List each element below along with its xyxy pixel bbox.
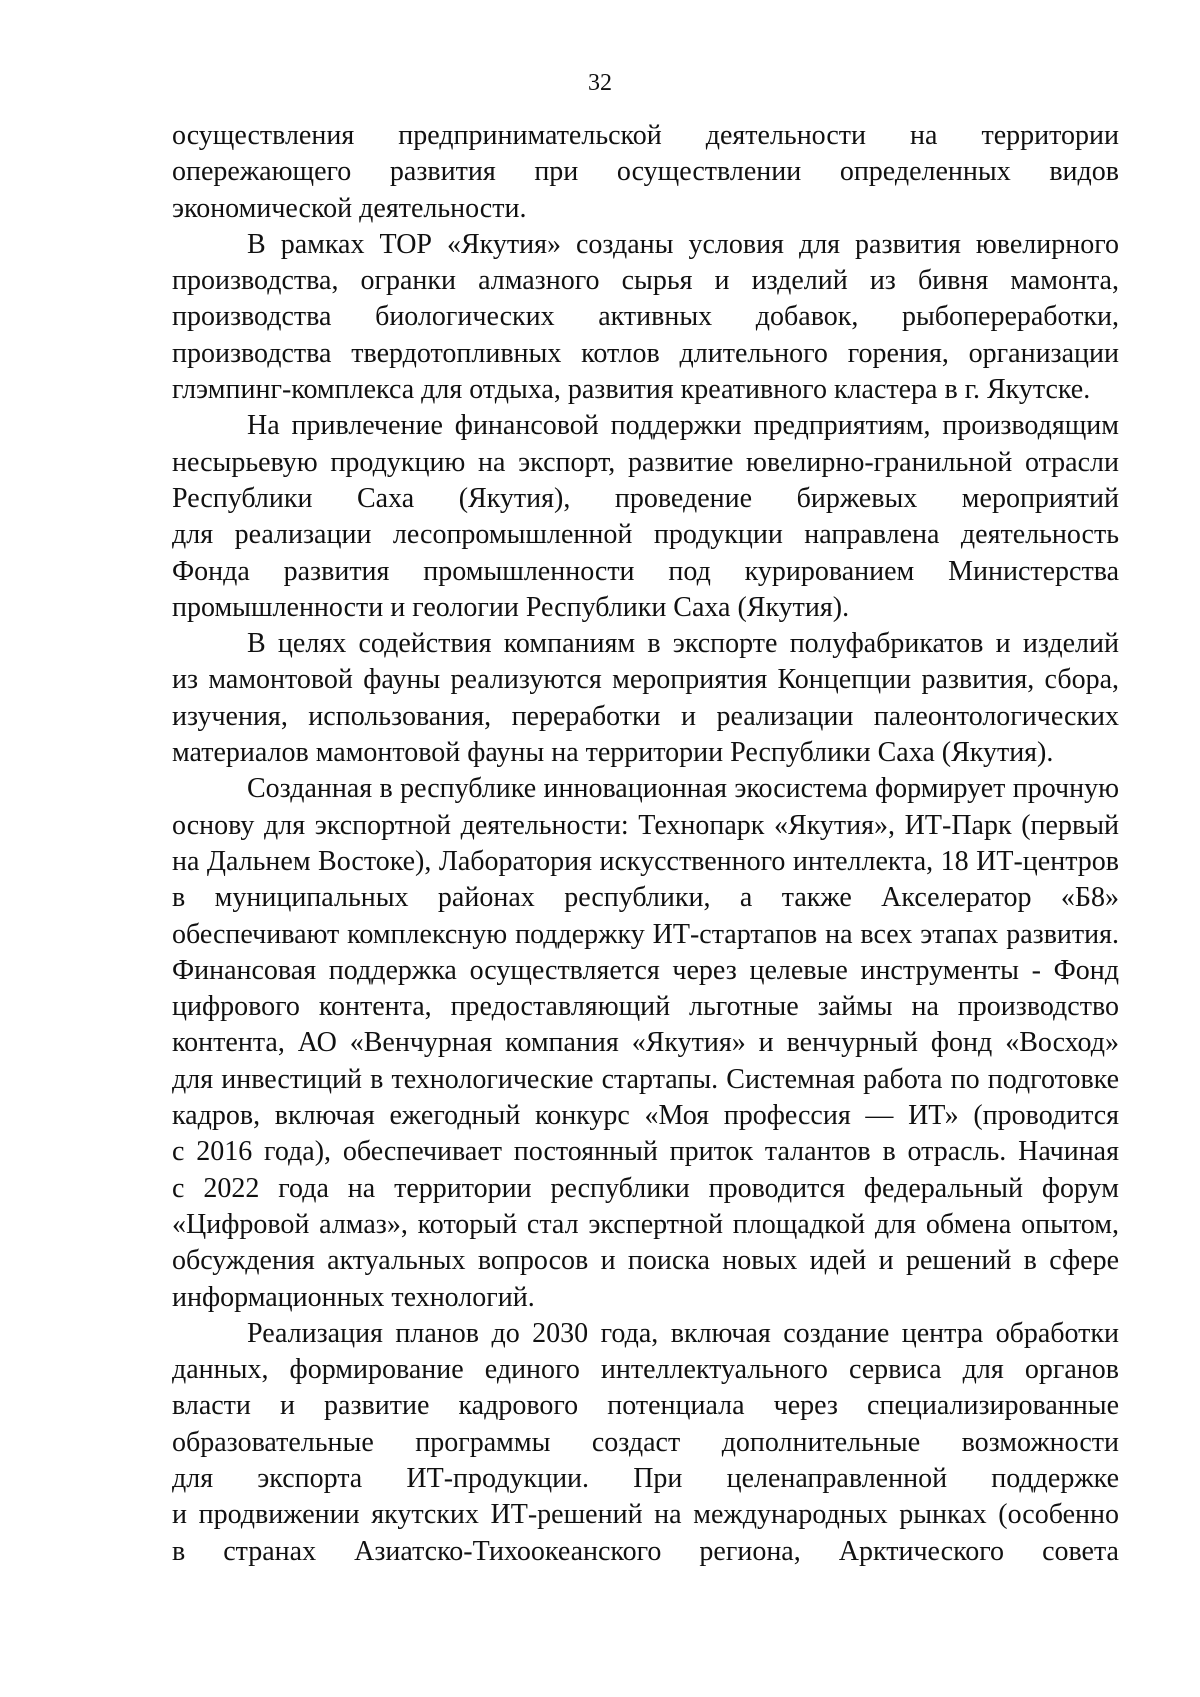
paragraph [172, 118, 1119, 227]
text-line: цифрового контента, предоставляющий льготные займы на производство [172, 991, 1119, 1023]
body-text [172, 118, 1119, 1570]
text-line: и продвижении якутских ИТ-решений на международных рынках (особенно [172, 1499, 1119, 1531]
text-line: В целях содействия компаниям в экспорте полуфабрикатов и изделий [247, 628, 1119, 660]
text-line: Республики Саха (Якутия), проведение биржевых мероприятий [172, 482, 1119, 514]
text-line: изучения, использования, переработки и реализации палеонтологических [172, 700, 1119, 732]
text-line: кадров, включая ежегодный конкурс «Моя профессия — ИТ» (проводится [172, 1100, 1119, 1132]
text-line: «Цифровой алмаз», который стал экспертной площадкой для обмена опытом, [172, 1208, 1119, 1240]
paragraph [172, 626, 1119, 771]
text-line: Финансовая поддержка осуществляется через целевые инструменты - Фонд [172, 954, 1119, 986]
text-line: в странах Азиатско-Тихоокеанского региона, Арктического совета [172, 1535, 1119, 1567]
paragraph [172, 1316, 1119, 1570]
page-number: 32 [588, 70, 612, 96]
text-line: образовательные программы создаст дополнительные возможности [172, 1426, 1119, 1458]
text-line: производства, огранки алмазного сырья и изделий из бивня мамонта, [172, 265, 1119, 297]
text-line: Фонда развития промышленности под курированием Министерства [172, 555, 1119, 587]
text-line: для реализации лесопромышленной продукции направлена деятельность [172, 519, 1119, 551]
text-line: основу для экспортной деятельности: Технопарк «Якутия», ИТ-Парк (первый [172, 809, 1119, 841]
text-line: опережающего развития при осуществлении определенных видов [172, 156, 1119, 188]
text-line: власти и развитие кадрового потенциала через специализированные [172, 1390, 1119, 1422]
text-line: Реализация планов до 2030 года, включая создание центра обработки [247, 1317, 1119, 1349]
text-line: для экспорта ИТ-продукции. При целенаправленной поддержке [172, 1462, 1119, 1494]
text-line: экономической деятельности. [172, 192, 527, 224]
text-line: контента, АО «Венчурная компания «Якутия» и венчурный фонд «Восход» [172, 1027, 1119, 1059]
text-line: из мамонтовой фауны реализуются мероприятия Концепции развития, сбора, [172, 664, 1119, 696]
text-line: в муниципальных районах республики, а также Акселератор «Б8» [172, 882, 1119, 914]
text-line: осуществления предпринимательской деятельности на территории [172, 120, 1119, 151]
text-line: обеспечивают комплексную поддержку ИТ-стартапов на всех этапах развития. [172, 918, 1119, 950]
paragraph [172, 227, 1119, 408]
text-line: обсуждения актуальных вопросов и поиска новых идей и решений в сфере [172, 1245, 1119, 1277]
text-line: на Дальнем Востоке), Лаборатория искусственного интеллекта, 18 ИТ-центров [172, 845, 1119, 877]
text-line: данных, формирование единого интеллектуального сервиса для органов [172, 1354, 1119, 1386]
text-line: Созданная в республике инновационная экосистема формирует прочную [247, 773, 1119, 805]
paragraph [172, 408, 1119, 626]
text-line: глэмпинг-комплекса для отдыха, развития креативного кластера в г. Якутске. [172, 374, 1091, 406]
text-line: несырьевую продукцию на экспорт, развитие ювелирно-гранильной отрасли [172, 446, 1119, 478]
text-line: информационных технологий. [172, 1281, 535, 1313]
text-line: На привлечение финансовой поддержки предприятиям, производящим [247, 410, 1119, 442]
text-line: производства твердотопливных котлов длительного горения, организации [172, 337, 1119, 369]
paragraph [172, 771, 1119, 1315]
text-line: производства биологических активных добавок, рыбопереработки, [172, 301, 1119, 333]
text-line: промышленности и геологии Республики Саха (Якутия). [172, 591, 850, 623]
text-line: для инвестиций в технологические стартапы. Системная работа по подготовке [172, 1063, 1119, 1095]
text-line: с 2022 года на территории республики проводится федеральный форум [172, 1172, 1119, 1204]
text-line: с 2016 года), обеспечивает постоянный приток талантов в отрасль. Начиная [172, 1136, 1119, 1168]
text-line: В рамках ТОР «Якутия» созданы условия для развития ювелирного [247, 228, 1119, 260]
text-line: материалов мамонтовой фауны на территории Республики Саха (Якутия). [172, 737, 1054, 769]
